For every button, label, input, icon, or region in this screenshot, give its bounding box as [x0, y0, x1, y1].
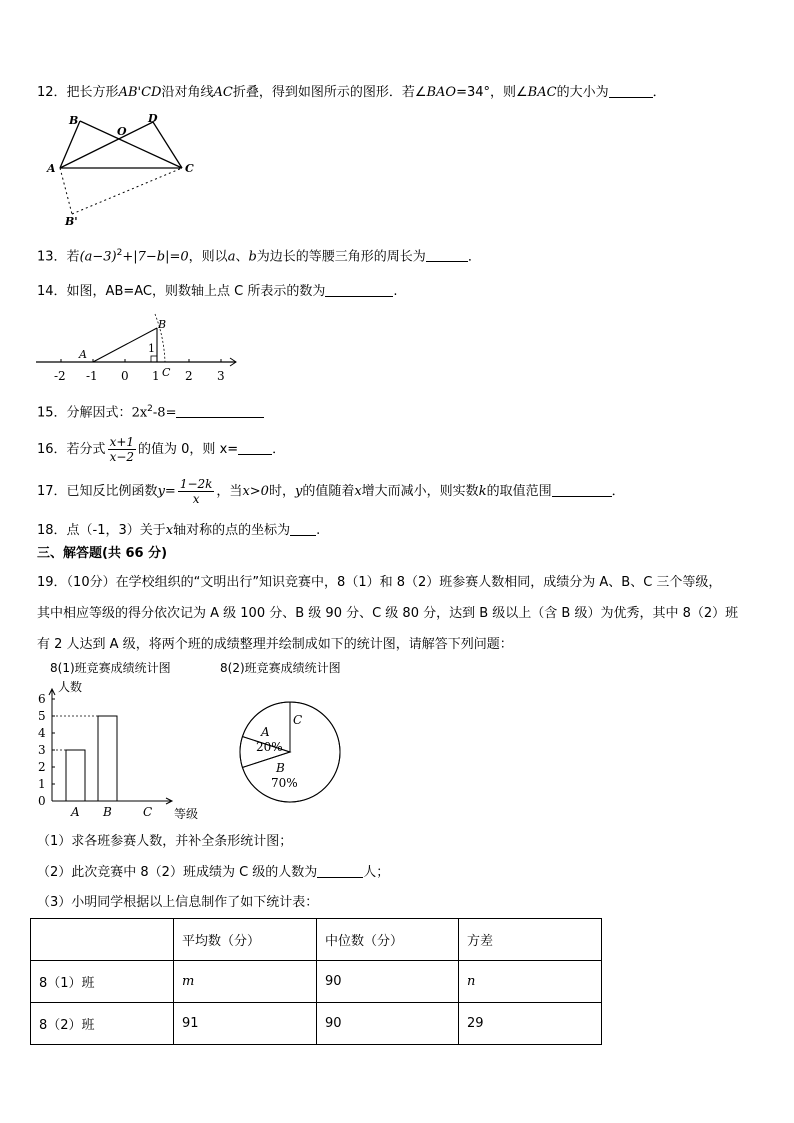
table-cell: 8（2）班	[31, 1003, 174, 1045]
bar-B	[98, 716, 117, 801]
tick-label: 0	[121, 369, 129, 383]
y-tick-label: 3	[38, 743, 46, 757]
tick-label: 2	[185, 369, 193, 383]
pie-chart-title: 8(2)班竞赛成绩统计图	[220, 661, 341, 675]
point-D-label: D	[148, 112, 158, 125]
question-16: 16．若分式 $\frac{x+1}{x-2}$ 的值为 0，则 x= ．	[37, 435, 286, 464]
y-tick-label: 5	[38, 709, 46, 723]
answer-blank[interactable]	[552, 482, 612, 497]
point-A-label: A	[79, 348, 87, 361]
answer-blank[interactable]	[325, 282, 393, 297]
y-tick-label: 2	[38, 760, 46, 774]
pie-percent-label: 70%	[271, 776, 298, 790]
statistics-table	[30, 918, 602, 1045]
question-15: 15．分解因式：$2x^2-8=$	[37, 400, 264, 422]
question-19-line3: 有 2 人达到 A 级，将两个班的成绩整理并绘制成如下的统计图，请解答下列问题：	[37, 637, 513, 652]
answer-blank[interactable]	[317, 863, 363, 878]
x-tick-label: B	[103, 805, 112, 819]
pie-label: A	[261, 725, 270, 739]
bar-A	[66, 750, 85, 801]
bar-chart	[30, 676, 220, 826]
pie-label: C	[293, 713, 303, 727]
y-tick-label: 4	[38, 726, 46, 740]
table-cell: 29	[459, 1003, 602, 1045]
number-line-figure	[36, 312, 242, 384]
table-row	[31, 1003, 602, 1045]
fold-rectangle-figure	[40, 108, 210, 226]
table-cell: 90	[317, 961, 459, 1003]
fraction: $\frac{x+1}{x-2}$	[109, 435, 135, 464]
y-axis-label: 人数	[58, 680, 83, 694]
y-tick-label: 6	[38, 692, 46, 706]
question-12: 12．把长方形AB'CD沿对角线AC折叠，得到如图所示的图形．若∠BAO=34°，则∠BAC的大小为 ．	[37, 85, 666, 100]
table-header-cell: 中位数（分）	[317, 919, 459, 961]
answer-blank[interactable]	[290, 521, 316, 536]
answer-blank[interactable]	[609, 83, 653, 98]
point-O-label: O	[117, 125, 127, 138]
sub-question-3: （3）小明同学根据以上信息制作了如下统计表：	[37, 895, 319, 910]
tick-label: -1	[86, 369, 98, 383]
question-14: 14．如图，AB=AC，则数轴上点 C 所表示的数为 .	[37, 284, 398, 299]
table-cell: 90	[317, 1003, 459, 1045]
point-C-label: C	[162, 366, 171, 379]
table-cell: 91	[174, 1003, 317, 1045]
answer-blank[interactable]	[176, 403, 264, 418]
x-tick-label: C	[143, 805, 153, 819]
question-19-line1: 19．（10分）在学校组织的“文明出行”知识竞赛中，8（1）和 8（2）班参赛人数相同，成绩分为 A、B、C 三个等级，	[37, 575, 722, 590]
table-cell: m	[174, 961, 317, 1003]
point-Bprime-label: B'	[65, 215, 78, 226]
table-header-cell: 平均数（分）	[174, 919, 317, 961]
question-17: 17．已知反比例函数y= $\frac{1-2k}{x}$ ，当x>0时，y的值随着x增大而减小，则实数k的取值范围 ．	[37, 477, 625, 506]
point-C-label: C	[185, 162, 194, 175]
tick-label: -2	[54, 369, 66, 383]
point-B-label: B	[158, 318, 167, 331]
tick-label: 1	[152, 369, 160, 383]
x-axis-label: 等级	[174, 807, 199, 821]
bar-chart-title: 8(1)班竞赛成绩统计图	[50, 661, 171, 675]
x-tick-label: A	[71, 805, 80, 819]
table-header-cell	[31, 919, 174, 961]
pie-chart	[236, 700, 346, 804]
sub-question-2: （2）此次竞赛中 8（2）班成绩为 C 级的人数为 人；	[37, 865, 390, 880]
table-header-row	[31, 919, 602, 961]
table-cell: 8（1）班	[31, 961, 174, 1003]
pie-percent-label: 20%	[256, 740, 283, 754]
question-18: 18．点（-1，3）关于x轴对称的点的坐标为 .	[37, 523, 321, 538]
section-heading: 三、解答题(共 66 分)	[37, 546, 168, 561]
table-header-cell: 方差	[459, 919, 602, 961]
table-cell: n	[459, 961, 602, 1003]
point-B-label: B	[69, 114, 79, 127]
point-A-label: A	[47, 162, 56, 175]
question-13: 13．若$(a-3)^2+|7-b|=0$，则以a、b为边长的等腰三角形的周长为 ．	[37, 248, 481, 265]
question-19-line2: 其中相应等级的得分依次记为 A 级 100 分、B 级 90 分、C 级 80 分，达到 B 级以上（含 B 级）为优秀，其中 8（2）班	[37, 606, 739, 621]
answer-blank[interactable]	[426, 247, 468, 262]
y-tick-label: 1	[38, 777, 46, 791]
sub-question-1: （1）求各班参赛人数，并补全条形统计图；	[37, 834, 293, 849]
segment-one-label: 1	[148, 342, 155, 355]
answer-blank[interactable]	[238, 440, 272, 455]
table-row	[31, 961, 602, 1003]
pie-label: B	[276, 761, 285, 775]
y-tick-label: 0	[38, 794, 46, 808]
tick-label: 3	[217, 369, 225, 383]
fraction: $\frac{1-2k}{x}$	[179, 477, 213, 506]
